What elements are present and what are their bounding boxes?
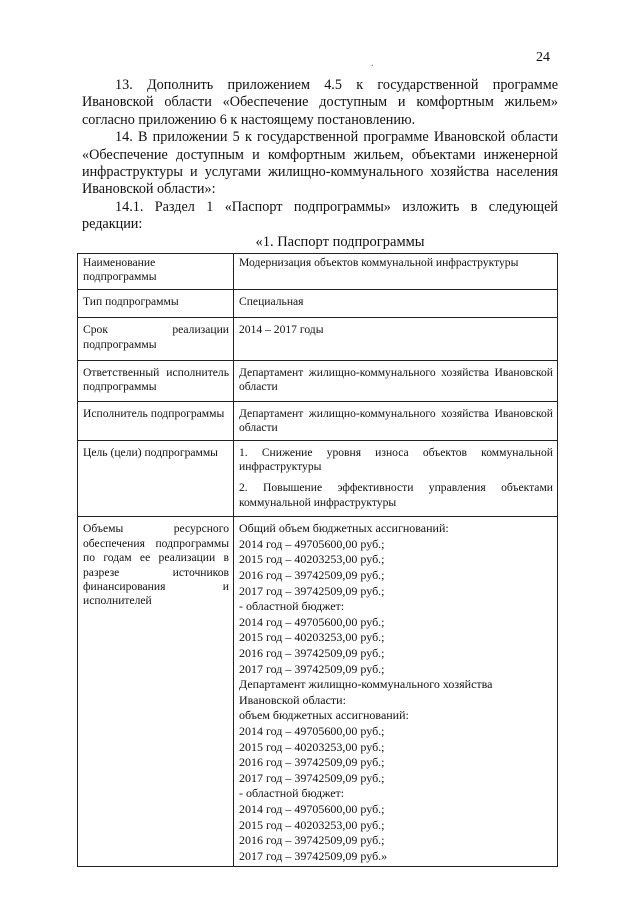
funding-line: 2016 год – 39742509,09 руб.; <box>239 568 385 583</box>
funding-line: 2017 год – 39742509,09 руб.; <box>239 770 385 785</box>
paragraph-13: 13. Дополнить приложением 4.5 к государственной программе Ивановской области «Обеспечение доступным и комфортным жильем» согласно приложению 6 к настоящему постановлению. <box>82 77 558 128</box>
table-row <box>78 440 558 517</box>
table-row <box>78 254 558 290</box>
funding-line: 2015 год – 40203253,00 руб.; <box>239 552 385 567</box>
row-label: Тип подпрограммы <box>78 289 234 317</box>
funding-line: 2017 год – 39742509,09 руб.» <box>239 848 388 863</box>
row-label: Срок реализации подпрограммы <box>78 318 234 361</box>
funding-line: 2015 год – 40203253,00 руб.; <box>239 630 385 645</box>
row-label: Наименование подпрограммы <box>78 254 234 290</box>
funding-line: 2014 год – 49705600,00 руб.; <box>239 536 385 551</box>
funding-line: - областной бюджет: <box>239 786 345 801</box>
funding-line: 2014 год – 49705600,00 руб.; <box>239 724 385 738</box>
funding-line: 2015 год – 40203253,00 руб.; <box>239 739 385 754</box>
goal-list <box>234 440 558 517</box>
funding-line: 2016 год – 39742509,09 руб.; <box>239 646 385 661</box>
row-value: Департамент жилищно-коммунального хозяйства Ивановской области <box>234 401 558 440</box>
goal-item: 1. Снижение уровня износа объектов коммунальной инфраструктуры <box>239 445 553 474</box>
paragraph-14: 14. В приложении 5 к государственной программе Ивановской области «Обеспечение доступным и комфортным жильем, объектами инженерной инфраструктуры и услугами жилищно-коммунального хозяйства населения Ивановской области»: <box>82 129 558 198</box>
funding-line: 2014 год – 49705600,00 руб.; <box>239 614 385 629</box>
table-caption: «1. Паспорт подпрограммы <box>255 234 425 250</box>
funding-line: 2016 год – 39742509,09 руб.; <box>239 755 385 770</box>
scan-dot-mark: . <box>371 58 374 69</box>
row-value: 2014 – 2017 годы <box>234 318 558 361</box>
page-number: 24 <box>536 50 550 65</box>
document-body <box>82 77 558 234</box>
funding-line: Ивановской области: <box>239 692 346 707</box>
funding-line: 2014 год – 49705600,00 руб.; <box>239 801 385 816</box>
row-value: Модернизация объектов коммунальной инфраструктуры <box>234 254 558 290</box>
funding-line: 2017 год – 39742509,09 руб.; <box>239 583 385 598</box>
funding-line: объем бюджетных ассигнований: <box>239 708 409 723</box>
table-row <box>78 401 558 440</box>
row-value: Специальная <box>234 289 558 317</box>
row-label: Ответственный исполнитель подпрограммы <box>78 361 234 402</box>
goal-item: 2. Повышение эффективности управления объектами коммунальной инфраструктуры <box>239 481 553 509</box>
paragraph-14-1: 14.1. Раздел 1 «Паспорт подпрограммы» изложить в следующей редакции: <box>82 198 558 233</box>
funding-line: 2016 год – 39742509,09 руб.; <box>239 833 385 848</box>
table-row <box>78 517 558 867</box>
funding-list <box>234 517 558 867</box>
funding-line: Общий объем бюджетных ассигнований: <box>239 521 449 536</box>
funding-line: Департамент жилищно-коммунального хозяйства <box>239 677 493 692</box>
table-row <box>78 361 558 402</box>
row-label: Цель (цели) подпрограммы <box>78 440 234 517</box>
funding-line: 2017 год – 39742509,09 руб.; <box>239 661 385 676</box>
row-label: Объемы ресурсного обеспечения подпрограммы по годам ее реализации в разрезе источников финансирования и исполнителей <box>78 517 234 867</box>
table-row <box>78 318 558 361</box>
row-label: Исполнитель подпрограммы <box>78 401 234 440</box>
funding-line: - областной бюджет: <box>239 599 345 614</box>
funding-line: 2015 год – 40203253,00 руб.; <box>239 817 385 832</box>
subprogram-passport-table <box>77 253 558 867</box>
row-value: Департамент жилищно-коммунального хозяйства Ивановской области <box>234 361 558 402</box>
table-row <box>78 289 558 317</box>
